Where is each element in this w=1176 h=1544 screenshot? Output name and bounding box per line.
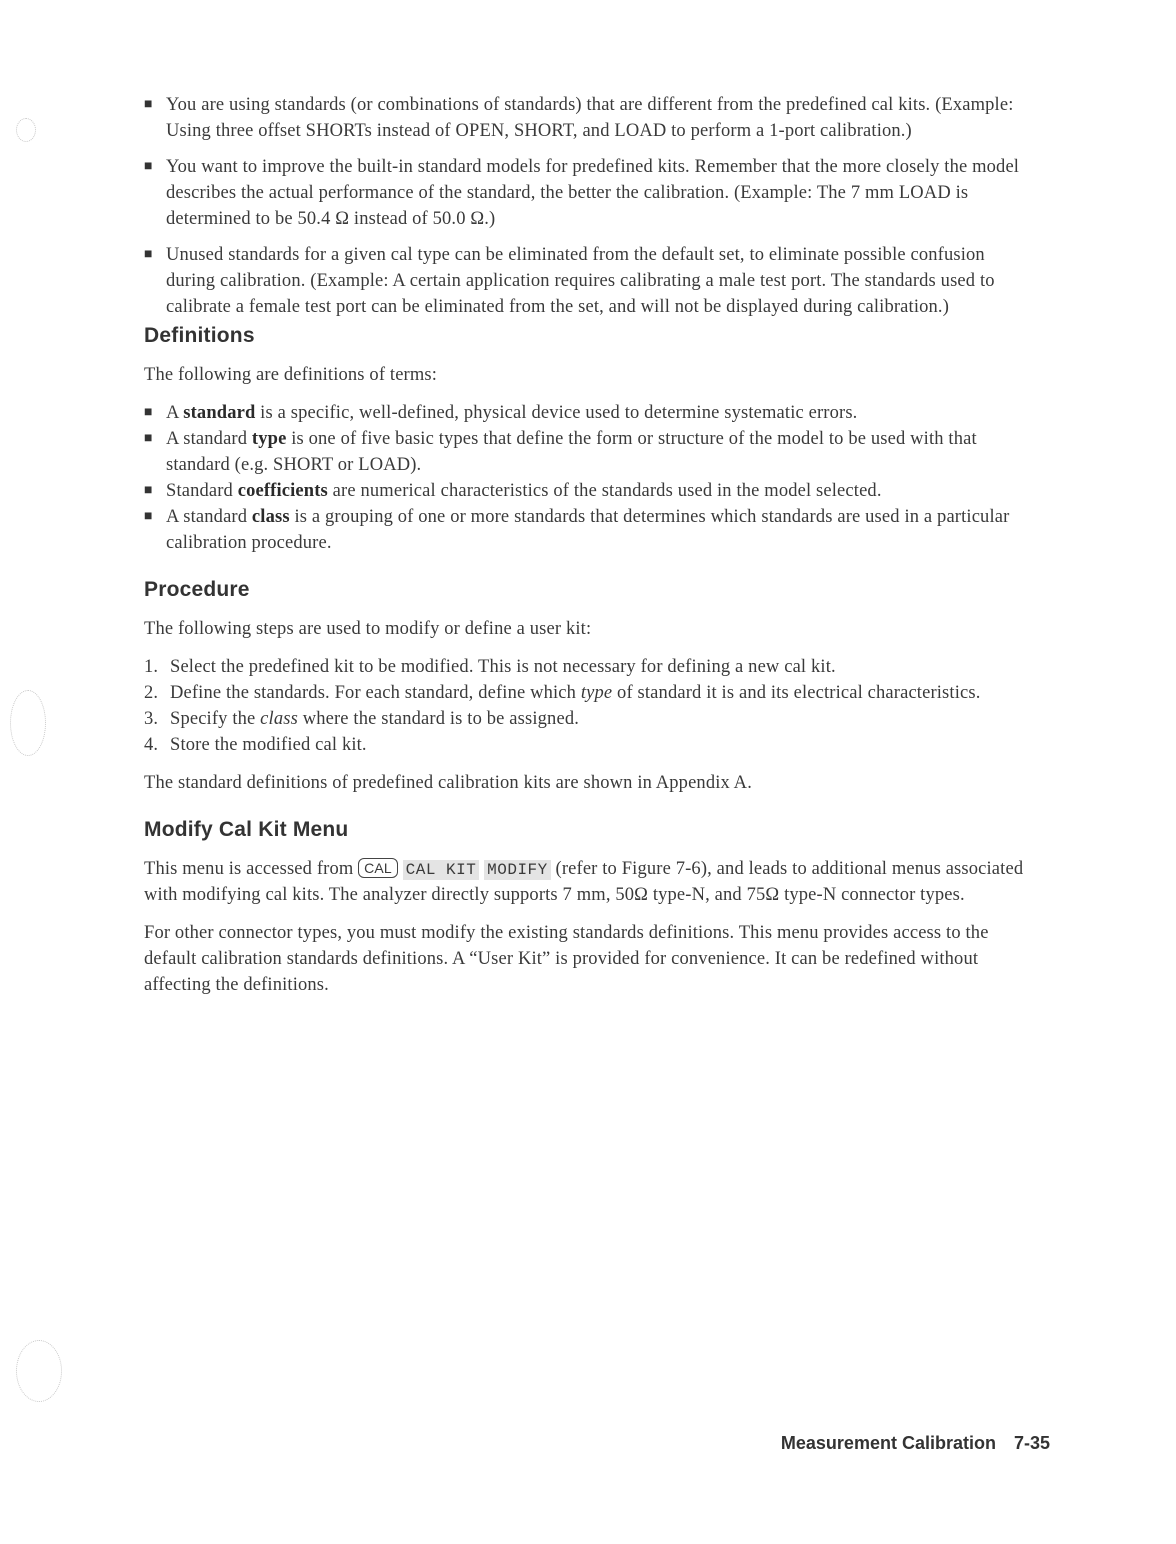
list-item bbox=[144, 242, 1034, 320]
procedure-intro: The following steps are used to modify or define a user kit: bbox=[144, 619, 592, 639]
page-number: 7-35 bbox=[1013, 1433, 1050, 1453]
definition-item: ■ Standard coefficients are numerical characteristics of the standards used in the model selected. bbox=[144, 478, 1034, 504]
scan-speck bbox=[10, 690, 46, 756]
scan-speck bbox=[16, 118, 36, 142]
definition-item: ■ A standard class is a grouping of one or more standards that determines which standards are used in a particular calibration procedure. bbox=[144, 504, 1034, 556]
footer-section-title: Measurement Calibration bbox=[780, 1433, 996, 1453]
bullet-icon: ■ bbox=[144, 509, 153, 524]
page-footer bbox=[700, 1433, 1050, 1454]
cal-kit-softkey: CAL KIT bbox=[403, 860, 480, 880]
procedure-heading: Procedure bbox=[144, 578, 250, 601]
procedure-outro: The standard definitions of predefined calibration kits are shown in Appendix A. bbox=[144, 773, 752, 793]
page-content bbox=[144, 92, 1034, 1010]
bullet-icon: ■ bbox=[144, 159, 153, 174]
bullet-icon: ■ bbox=[144, 247, 153, 262]
list-item-text: Unused standards for a given cal type can be eliminated from the default set, to eliminate possible confusion during calibration. (Example: A certain application requires calibrating a male test port. The standards used to calibrate a female test port can be eliminated from the set, and will not be displayed during calibration.) bbox=[166, 245, 995, 317]
bullet-icon: ■ bbox=[144, 431, 153, 446]
scan-speck bbox=[16, 1340, 62, 1402]
modify-menu-paragraph-2: For other connector types, you must modify the existing standards definitions. This menu provides access to the default calibration standards definitions. A “User Kit” is provided for convenience. It can be redefined without affecting the definitions. bbox=[144, 923, 989, 995]
definition-term: standard bbox=[183, 403, 256, 423]
procedure-step: 1. Select the predefined kit to be modified. This is not necessary for defining a new cal kit. bbox=[144, 654, 1034, 680]
step-number: 4. bbox=[144, 735, 159, 755]
modify-softkey: MODIFY bbox=[484, 860, 551, 880]
bullet-icon: ■ bbox=[144, 483, 153, 498]
intro-bullet-list bbox=[144, 92, 1034, 320]
emphasis-class: class bbox=[260, 709, 298, 729]
definitions-intro: The following are definitions of terms: bbox=[144, 365, 438, 385]
procedure-step: 3. Specify the class where the standard is to be assigned. bbox=[144, 706, 1034, 732]
list-item-text: You are using standards (or combinations of standards) that are different from the predefined cal kits. (Example: Using three offset SHORTs instead of OPEN, SHORT, and LOAD to perform a 1-port calibration.) bbox=[166, 95, 1014, 141]
list-item-text: You want to improve the built-in standard models for predefined kits. Remember that the more closely the model describes the actual performance of the standard, the better the calibration. (Example: The 7 mm LOAD is determined to be 50.4 Ω instead of 50.0 Ω.) bbox=[166, 157, 1020, 229]
step-number: 3. bbox=[144, 709, 159, 729]
definitions-heading: Definitions bbox=[144, 324, 255, 347]
procedure-step: 2. Define the standards. For each standard, define which type of standard it is and its electrical characteristics. bbox=[144, 680, 1034, 706]
list-item bbox=[144, 154, 1034, 232]
bullet-icon: ■ bbox=[144, 405, 153, 420]
modify-menu-paragraph-1: This menu is accessed from CAL CAL KIT MODIFY (refer to Figure 7-6), and leads to additional menus associated with modifying cal kits. The analyzer directly supports 7 mm, 50Ω type-N, and 75Ω type-N connector types. bbox=[144, 859, 1024, 905]
procedure-steps bbox=[144, 654, 1034, 758]
definition-term: class bbox=[251, 507, 290, 527]
bullet-icon: ■ bbox=[144, 97, 153, 112]
procedure-step: 4. Store the modified cal kit. bbox=[144, 732, 1034, 758]
list-item bbox=[144, 92, 1034, 144]
modify-menu-heading: Modify Cal Kit Menu bbox=[144, 818, 349, 841]
definition-item: ■ A standard is a specific, well-defined, physical device used to determine systematic errors. bbox=[144, 400, 1034, 426]
emphasis-type: type bbox=[580, 683, 613, 703]
definition-term: coefficients bbox=[237, 481, 328, 501]
definitions-list bbox=[144, 400, 1034, 556]
cal-hardkey: CAL bbox=[358, 858, 398, 878]
step-number: 2. bbox=[144, 683, 159, 703]
definition-item: ■ A standard type is one of five basic types that define the form or structure of the model to be used with that standard (e.g. SHORT or LOAD). bbox=[144, 426, 1034, 478]
definition-term: type bbox=[251, 429, 287, 449]
step-number: 1. bbox=[144, 657, 159, 677]
